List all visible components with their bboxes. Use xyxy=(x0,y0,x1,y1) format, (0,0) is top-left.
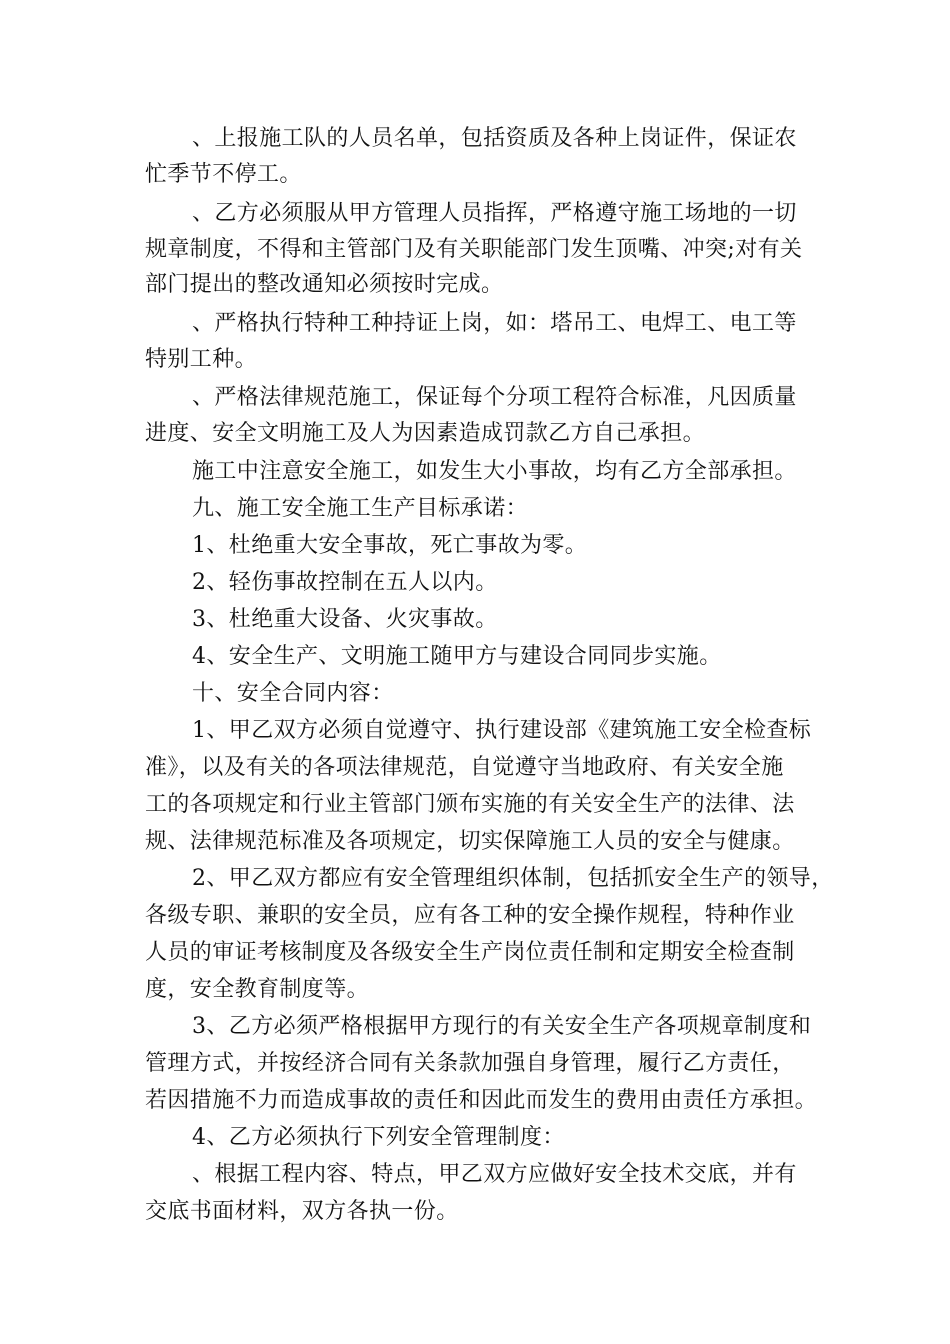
text-line: 4、乙方必须执行下列安全管理制度： xyxy=(192,1125,565,1150)
text-line: 工的各项规定和行业主管部门颁布实施的有关安全生产的法律、法 xyxy=(145,792,795,817)
text-line: 施工中注意安全施工，如发生大小事故，均有乙方全部承担。 xyxy=(192,459,797,484)
text-line: 若因措施不力而造成事故的责任和因此而发生的费用由责任方承担。 xyxy=(145,1088,818,1113)
text-line: 、上报施工队的人员名单，包括资质及各种上岗证件，保证农 xyxy=(192,126,797,151)
text-line: 准》，以及有关的各项法律规范，自觉遵守当地政府、有关安全施 xyxy=(145,755,784,780)
text-line: 、严格法律规范施工，保证每个分项工程符合标准，凡因质量 xyxy=(192,385,797,410)
text-line: 各级专职、兼职的安全员，应有各工种的安全操作规程，特种作业 xyxy=(145,903,795,928)
text-line: 规、法律规范标准及各项规定，切实保障施工人员的安全与健康。 xyxy=(145,829,795,854)
text-line: 交底书面材料，双方各执一份。 xyxy=(145,1199,459,1224)
text-line: 、乙方必须服从甲方管理人员指挥，严格遵守施工场地的一切 xyxy=(192,201,797,226)
text-line: 、严格执行特种工种持证上岗，如：塔吊工、电焊工、电工等 xyxy=(192,311,797,336)
text-line: 1、甲乙双方必须自觉遵守、执行建设部《建筑施工安全检查标 xyxy=(192,718,812,743)
text-line: 管理方式，并按经济合同有关条款加强自身管理，履行乙方责任， xyxy=(145,1051,795,1076)
section-heading: 九、施工安全施工生产目标承诺： xyxy=(192,496,529,521)
text-line: 3、乙方必须严格根据甲方现行的有关安全生产各项规章制度和 xyxy=(192,1014,812,1039)
list-item: 3、杜绝重大设备、火灾事故。 xyxy=(192,607,498,632)
section-heading: 十、安全合同内容： xyxy=(192,681,394,706)
text-line: 度，安全教育制度等。 xyxy=(145,977,370,1002)
text-line: 、根据工程内容、特点，甲乙双方应做好安全技术交底，并有 xyxy=(192,1162,797,1187)
list-item: 2、轻伤事故控制在五人以内。 xyxy=(192,570,498,595)
text-line: 特别工种。 xyxy=(145,347,258,372)
list-item: 1、杜绝重大安全事故，死亡事故为零。 xyxy=(192,533,588,558)
text-line: 进度、安全文明施工及人为因素造成罚款乙方自己承担。 xyxy=(145,421,706,446)
text-line: 人员的审证考核制度及各级安全生产岗位责任制和定期安全检查制 xyxy=(145,940,795,965)
list-item: 4、安全生产、文明施工随甲方与建设合同同步实施。 xyxy=(192,644,722,669)
text-line: 忙季节不停工。 xyxy=(145,162,302,187)
text-line: 2、甲乙双方都应有安全管理组织体制，包括抓安全生产的领导， xyxy=(192,866,834,891)
text-line: 部门提出的整改通知必须按时完成。 xyxy=(145,272,504,297)
text-line: 规章制度，不得和主管部门及有关职能部门发生顶嘴、冲突;对有关 xyxy=(145,237,803,262)
